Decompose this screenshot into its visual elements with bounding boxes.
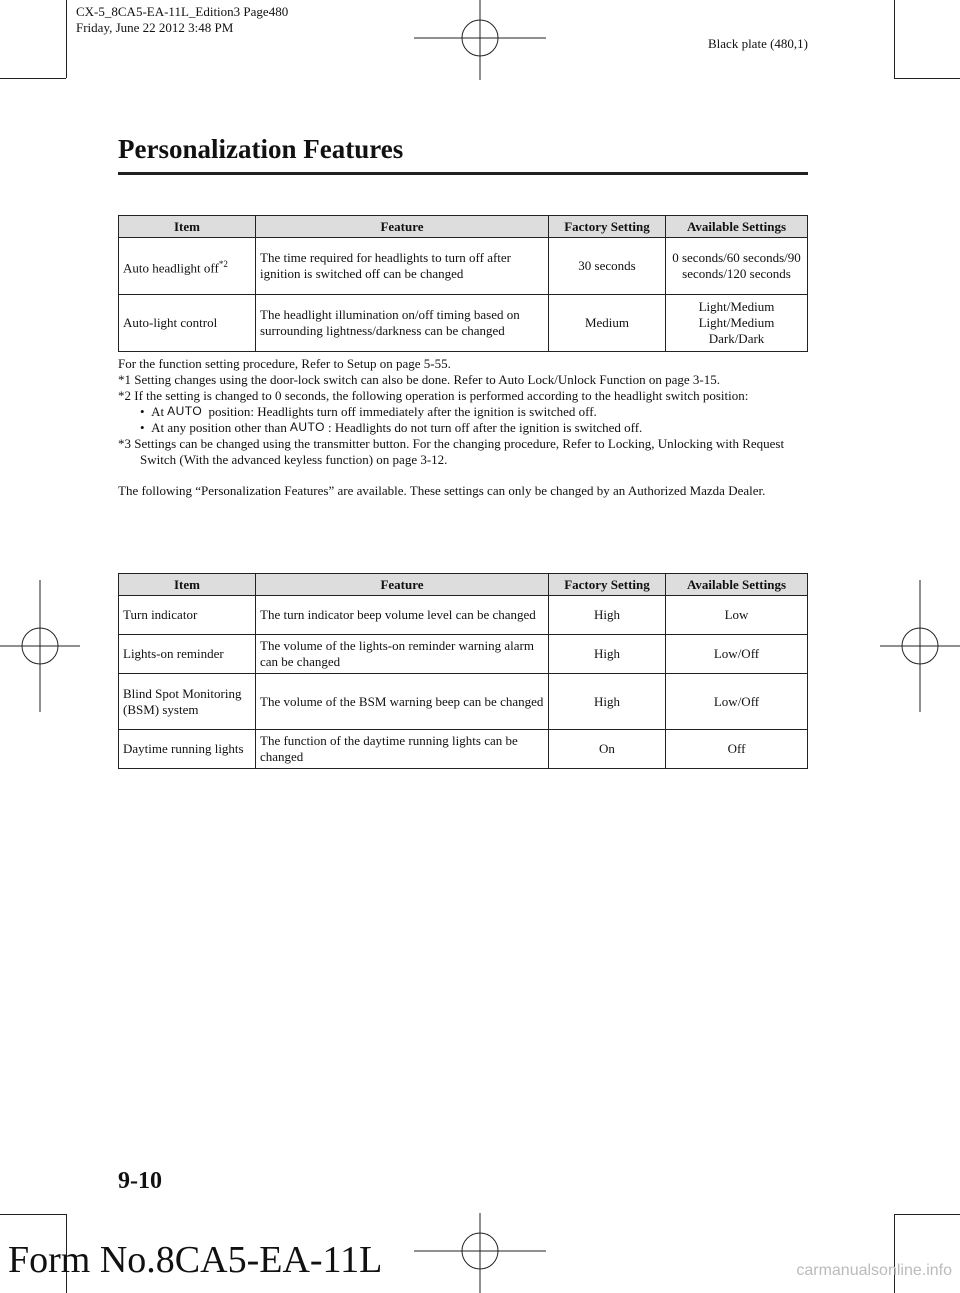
registration-mark-top (414, 0, 546, 80)
col-header-feature: Feature (256, 574, 549, 596)
footnote-2-bullet-1: • At AUTO position: Headlights turn off immediately after the ignition is switched off. (140, 404, 597, 419)
table-row (119, 674, 808, 730)
cell-available: Off (666, 730, 808, 769)
setup-reference: For the function setting procedure, Refer to Setup on page 5-55. (118, 356, 451, 371)
table-row (119, 635, 808, 674)
col-header-available: Available Settings (666, 216, 808, 238)
settings-table-1 (118, 215, 808, 352)
cell-available: 0 seconds/60 seconds/90 seconds/120 seconds (666, 238, 808, 295)
cell-factory: High (549, 635, 666, 674)
settings-table-2 (118, 573, 808, 769)
cell-feature: The time required for headlights to turn off after ignition is switched off can be changed (256, 238, 549, 295)
cell-item: Lights-on reminder (119, 635, 256, 674)
footnote-2-bullet-2: • At any position other than AUTO : Headlights do not turn off after the ignition is switched off. (140, 420, 643, 435)
bullet-text: At any position other than (151, 420, 287, 435)
cell-factory: High (549, 596, 666, 635)
cell-factory: Medium (549, 295, 666, 352)
cell-feature: The volume of the lights-on reminder warning alarm can be changed (256, 635, 549, 674)
registration-mark-right (880, 580, 960, 712)
col-header-item: Item (119, 574, 256, 596)
dealer-paragraph: The following “Personalization Features” are available. These settings can only be changed by an Authorized Mazda Dealer. (118, 483, 766, 498)
col-header-feature: Feature (256, 216, 549, 238)
print-date-line: Friday, June 22 2012 3:48 PM (76, 20, 234, 35)
cell-item (119, 238, 256, 295)
cell-available: Low/Off (666, 674, 808, 730)
table-header-row (119, 574, 808, 596)
cell-item: Blind Spot Monitoring (BSM) system (119, 674, 256, 730)
cell-feature: The headlight illumination on/off timing based on surrounding lightness/darkness can be changed (256, 295, 549, 352)
cell-available: Light/Medium Light/Medium Dark/Dark (666, 295, 808, 352)
form-number: Form No.8CA5-EA-11L (8, 1239, 383, 1281)
crop-mark (0, 78, 66, 79)
bullet-text: : Headlights do not turn off after the ignition is switched off. (327, 420, 643, 435)
auto-switch-icon: AUTO (167, 404, 203, 418)
table-row (119, 596, 808, 635)
crop-mark (894, 0, 895, 78)
footnotes (118, 356, 818, 499)
item-label: Auto headlight off (123, 260, 219, 276)
crop-mark (0, 1214, 66, 1215)
cell-feature: The volume of the BSM warning beep can be changed (256, 674, 549, 730)
col-header-available: Available Settings (666, 574, 808, 596)
cell-item: Turn indicator (119, 596, 256, 635)
auto-switch-icon: AUTO (289, 420, 325, 434)
cell-feature: The function of the daytime running lights can be changed (256, 730, 549, 769)
crop-mark (894, 1214, 960, 1215)
bullet-text: position: Headlights turn off immediately after the ignition is switched off. (208, 404, 597, 419)
watermark: carmanualsonline.info (796, 1262, 952, 1279)
cell-factory: High (549, 674, 666, 730)
table-row (119, 295, 808, 352)
col-header-factory: Factory Setting (549, 574, 666, 596)
black-plate-label: Black plate (480,1) (708, 36, 808, 51)
footnote-3: *3 Settings can be changed using the transmitter button. For the changing procedure, Refer to Locking, Unlocking with Request Switch (With the advanced keyless function) on page 3-12. (118, 436, 785, 467)
crop-mark (894, 1214, 895, 1293)
footnote-2: *2 If the setting is changed to 0 seconds, the following operation is performed according to the headlight switch position: (118, 388, 749, 403)
cell-feature: The turn indicator beep volume level can be changed (256, 596, 549, 635)
page-title: Personalization Features (118, 134, 404, 164)
title-rule (118, 172, 808, 175)
col-header-factory: Factory Setting (549, 216, 666, 238)
table-header-row (119, 216, 808, 238)
col-header-item: Item (119, 216, 256, 238)
page-number: 9-10 (118, 1168, 162, 1194)
table-row (119, 238, 808, 295)
registration-mark-bottom (414, 1213, 546, 1293)
cell-factory: 30 seconds (549, 238, 666, 295)
footnote-ref: *2 (218, 258, 228, 269)
registration-mark-left (0, 580, 80, 712)
bullet-text: At (151, 404, 165, 419)
cell-available: Low/Off (666, 635, 808, 674)
cell-item: Daytime running lights (119, 730, 256, 769)
cell-item: Auto-light control (119, 295, 256, 352)
cell-available: Low (666, 596, 808, 635)
print-file-line: CX-5_8CA5-EA-11L_Edition3 Page480 (76, 4, 289, 19)
crop-mark (894, 78, 960, 79)
crop-mark (66, 0, 67, 78)
table-row (119, 730, 808, 769)
cell-factory: On (549, 730, 666, 769)
footnote-1: *1 Setting changes using the door-lock switch can also be done. Refer to Auto Lock/Unlock Function on page 3-15. (118, 372, 720, 387)
